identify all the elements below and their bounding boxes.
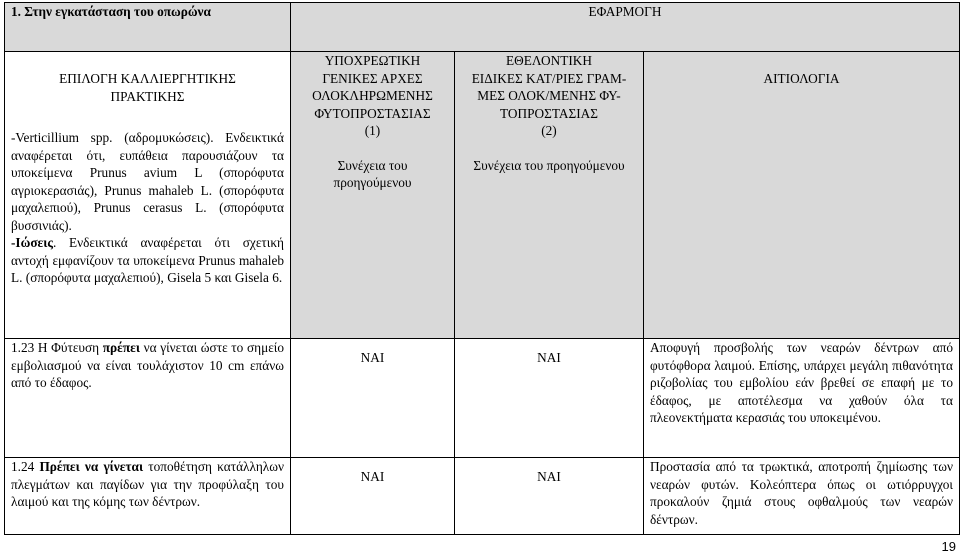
page-number: 19 <box>941 539 956 554</box>
practice-column-header: ΕΠΙΛΟΓΗ ΚΑΛΛΙΕΡΓΗΤΙΚΗΣ ΠΡΑΚΤΙΚΗΣ <box>59 71 236 104</box>
practice-text-verticillium: -Verticillium spp. (αδρομυκώσεις). Ενδεικτικά αναφέρεται ότι, ευπάθεια παρουσιάζουν τα υποκείμενα Prunus avium L (σπορόφυτα αγριοκερασιάς), Prunus mahaleb L. (σπορόφυτα μαχαλεπιού), Prunus cerasus L. (σπορόφυτα βυσσινιάς). <box>11 130 284 233</box>
item-1-23-number: 1.23 Η Φύτευση <box>11 340 103 355</box>
justification-header: ΑΙΤΙΟΛΟΓΙΑ <box>763 71 840 86</box>
practice-1-23 <box>5 339 291 458</box>
viruses-label: -Ιώσεις <box>11 235 53 250</box>
voluntary-continuation: Συνέχεια του προηγούμενου <box>473 157 625 173</box>
item-1-24-keyword: Πρέπει να γίνεται <box>39 459 144 474</box>
mandatory-cell <box>291 52 455 339</box>
voluntary-cell <box>455 52 644 339</box>
mandatory-header-1: ΥΠΟΧΡΕΩΤΙΚΗ <box>324 53 421 68</box>
mandatory-header-4: ΦΥΤΟΠΡΟΣΤΑΣΙΑΣ <box>314 105 431 121</box>
mandatory-header-5: (1) <box>364 123 381 138</box>
voluntary-header-3: ΜΕΣ ΟΛΟΚ/ΜΕΝΗΣ ΦΥ- <box>477 88 621 103</box>
mandatory-header-3: ΟΛΟΚΛΗΡΩΜΕΝΗΣ <box>312 88 433 103</box>
mandatory-1-24 <box>291 458 455 535</box>
item-1-24-number: 1.24 <box>11 459 40 474</box>
mandatory-continuation: Συνέχεια του προηγούμενου <box>333 157 412 190</box>
table-row <box>5 52 960 339</box>
voluntary-yes: ΝΑΙ <box>537 350 561 365</box>
practice-text-viruses <box>11 234 284 287</box>
voluntary-1-23 <box>455 339 644 458</box>
table-row <box>5 458 960 535</box>
voluntary-header-5: (2) <box>541 123 557 138</box>
mandatory-yes: ΝΑΙ <box>360 350 385 365</box>
practice-1-24 <box>5 458 291 535</box>
justification-1-23: Αποφυγή προσβολής των νεαρών δέντρων από φυτόφθορα λαιμού. Επίσης, υπάρχει μεγάλη πιθανότητα ριζοβολίας του εμβολίου εάν βρεθεί σε επαφή με το έδαφος, με αποτέλεσμα να χαθούν όλα τα πλεονεκτήματα κερασιάς του υποκειμένου. <box>644 339 960 458</box>
voluntary-header-1: ΕΘΕΛΟΝΤΙΚΗ <box>506 53 592 68</box>
mandatory-header-2: ΓΕΝΙΚΕΣ ΑΡΧΕΣ <box>322 70 423 86</box>
justification-1-24: Προστασία από τα τρωκτικά, αποτροπή ζημίωσης των νεαρών φυτών. Κολεόπτερα όπως οι ωτιόρρυγχοι προκαλούν ζημιά στους οφθαλμούς των νεαρών δέντρων. <box>644 458 960 535</box>
voluntary-yes: ΝΑΙ <box>537 469 561 484</box>
voluntary-1-24 <box>455 458 644 535</box>
table-row <box>5 339 960 458</box>
mandatory-1-23 <box>291 339 455 458</box>
viruses-text: . Ενδεικτικά αναφέρεται ότι σχετική αντοχή εμφανίζουν τα υποκείμενα Prunus mahaleb L. (σπορόφυτα μαχαλεπιού), Gisela 5 και Gisela 6. <box>11 235 284 285</box>
item-1-23-keyword: πρέπει <box>102 340 140 355</box>
item-1-23-text: να γίνεται ώστε το σημείο εμβολιασμού να είναι τουλάχιστον 10 cm επάνω από το έδαφος. <box>11 340 285 390</box>
practice-cell <box>5 52 291 339</box>
voluntary-header-2: ΕΙΔΙΚΕΣ ΚΑΤ/ΡΙΕΣ ΓΡΑΜ- <box>471 70 627 86</box>
content-table <box>4 2 960 535</box>
mandatory-yes: ΝΑΙ <box>360 469 385 484</box>
voluntary-header-4: ΤΟΠΡΟΣΤΑΣΙΑΣ <box>500 105 598 121</box>
justification-cell <box>644 52 960 339</box>
header-row <box>5 3 960 52</box>
section-title: 1. Στην εγκατάσταση του οπωρώνα <box>5 3 291 52</box>
application-title: ΕΦΑΡΜΟΓΗ <box>291 3 960 52</box>
item-1-24-text: τοποθέτηση κατάλληλων πλεγμάτων και παγίδων για την προφύλαξη του λαιμού και της κόμης των δέντρων. <box>11 459 284 509</box>
